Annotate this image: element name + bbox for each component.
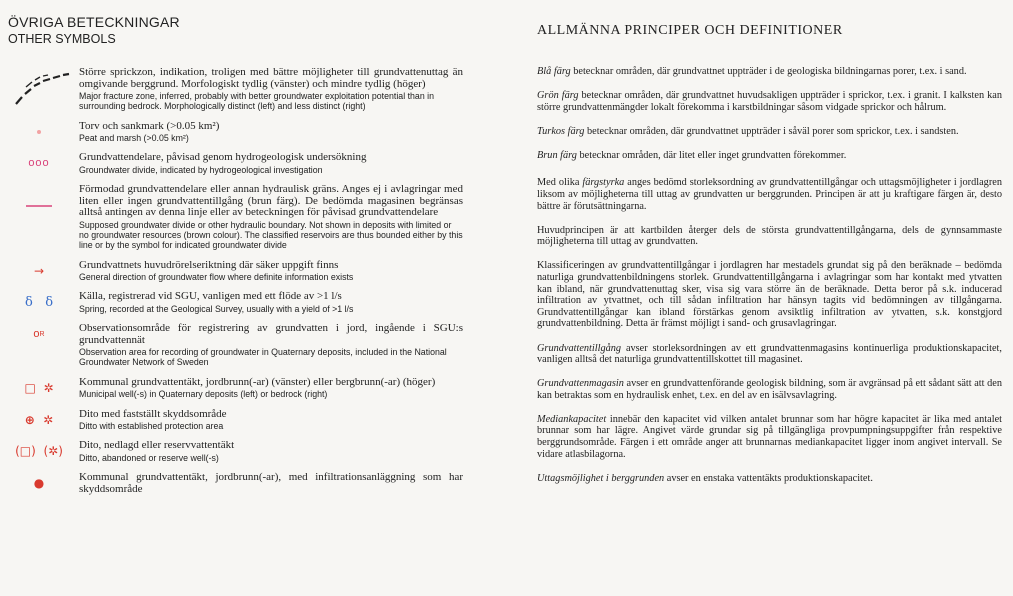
paragraph: Klassificeringen av grundvattentillgångar i jordlagren har mestadels grundat sig på den beräknade – bedömda naturliga grundvattenbildningens storlek. Grundvattentillgångarna i avlagringar som har kontakt med ytvatten kan ibland, när grundvattenuttag sker, visa sig vara större än de beräknade. Detta beror på s.k. inducerad infiltration av ytvattnet, och till sådan infiltration har hänsyn tagits vid bedömningen av tillgångarna. Grundvattentillgångar kan ibland förstärkas genom avsiktlig infiltration av ytvatten, s.k. konstgjord grundvattenbildning. Detta är främst möjligt i sand- och grusavlagringar. — [537, 260, 1002, 330]
entry-swedish: Grundvattnets huvudrörelseriktning där säker uppgift finns — [79, 258, 339, 271]
paragraph: Grundvattenmagasin avser en grundvattenförande geologisk bildning, som är avgränsad på ett sådant sätt att den kan betraktas som en hydraulisk enhet, t.ex. en del av en isälvsavlagring. — [537, 378, 1002, 401]
title-english: OTHER SYMBOLS — [8, 32, 116, 46]
legend-entry — [8, 291, 463, 314]
protected-well-icon: ⊕ ✲ — [24, 412, 54, 427]
legend-entry — [8, 323, 463, 368]
line-divide-icon — [8, 184, 70, 228]
entry-english: Major fracture zone, inferred, probably with better groundwater exploitation potential than in surrounding bedrock. Morphologically distinct (left) and less distinct (right) — [79, 91, 435, 112]
paragraph: Grundvattentillgång avser storleksordningen av ett grundvattenmagasins kontinuerliga produktionskapacitet, vanligen alltså det naturliga grundvattentillskottet till magasinet. — [537, 342, 1002, 366]
entry-english: Peat and marsh (>0.05 km²) — [79, 133, 189, 144]
paragraph: Uttagsmöjlighet i berggrunden avser en enstaka vattentäkts produktionskapacitet. — [537, 472, 873, 484]
entry-swedish: Observationsområde för registrering av grundvatten i jord, ingående i SGU:s grundvattennät — [79, 322, 463, 346]
spring-icon: δ δ — [24, 294, 54, 310]
entry-swedish: Grundvattendelare, påvisad genom hydrogeologisk undersökning — [79, 151, 367, 164]
paragraph: Brun färg betecknar områden, där litet eller inget grundvatten förekommer. — [537, 149, 847, 161]
entry-english: General direction of groundwater flow where definite information exists — [79, 272, 354, 283]
entry-english: Municipal well(-s) in Quaternary deposits (left) or bedrock (right) — [79, 389, 328, 400]
entry-english: Ditto with established protection area — [79, 421, 224, 432]
entry-english: Ditto, abandoned or reserve well(-s) — [79, 452, 219, 463]
paragraph: Huvudprincipen är att kartbilden återger dels de största grundvattentillgångarna, dels de gynnsammaste möjligheterna till uttag av grundvatten. — [537, 224, 1002, 248]
infiltration-well-icon: ● — [33, 476, 45, 491]
entry-swedish: Kommunal grundvattentäkt, jordbrunn(-ar), med infiltrationsanläggning som har skyddsområde — [79, 471, 463, 495]
entry-swedish: Dito med fastställt skyddsområde — [79, 407, 227, 420]
other-symbols-section — [8, 14, 463, 504]
paragraph: Turkos färg betecknar områden, där grundvattnet uppträder i såväl porer som sprickor, t.ex. i sandsten. — [537, 125, 959, 137]
paragraph: Med olika färgstyrka anges bedömd storleksordning av grundvattentillgångar och uttagsmöjligheter i jordlagren liksom av möjligheterna till uttag av grundvatten ur berggrunden. Principen är att ju kraftigare färgen är, desto bättre är förutsättningarna. — [537, 177, 1002, 212]
arrow-right-icon: → — [33, 263, 45, 278]
entry-swedish: Källa, registrerad vid SGU, vanligen med ett flöde av >1 l/s — [79, 290, 342, 303]
legend-entry — [8, 260, 463, 283]
paragraph: Grön färg betecknar områden, där grundvattnet huvudsakligen uppträder i sprickor, t.ex. i granit. I kalksten kan större grundvattenmängder lokalt förekomma i karstbildningar såsom vidgade sprickor och hålrum. — [537, 90, 1002, 113]
legend-entry — [8, 121, 463, 144]
legend-entry — [8, 152, 463, 175]
entry-english: Spring, recorded at the Geological Survey, usually with a yield of >1 l/s — [79, 303, 354, 314]
entry-english: Supposed groundwater divide or other hydraulic boundary. Not shown in deposits with limited or no groundwater resources (brown colour). The classified reservoirs are thus bounded either by this line or by the symbol for indicated groundwater divide — [79, 219, 463, 251]
dashed-fracture-line-icon — [8, 67, 70, 107]
legend-entry — [8, 472, 463, 495]
legend-entry — [8, 409, 463, 432]
abandoned-well-icon: (□) (✲) — [15, 444, 63, 459]
general-principles-section — [537, 22, 1002, 497]
entry-english: Observation area for recording of groundwater in Quaternary deposits, included in the National Groundwater Network of Sweden — [79, 347, 447, 368]
municipal-well-icon: □ ✲ — [24, 380, 54, 395]
legend-entry — [8, 67, 463, 112]
paragraph: Blå färg betecknar områden, där grundvattnet uppträder i de geologiska bildningarnas porer, t.ex. i sand. — [537, 66, 967, 77]
entry-swedish: Förmodad grundvattendelare eller annan hydraulisk gräns. Anges ej i avlagringar med liten eller ingen grundvattentillgång (brun färg). De bedömda magasinen begränsas alltså antingen av denna linje eller av beteckningen för påvisad grundvattendelare — [79, 183, 463, 219]
paragraph: Mediankapacitet innebär den kapacitet vid vilken antalet brunnar som har högre kapacitet är lika med antalet brunnar som har lägre. Angivet värde grundar sig på tillgängliga provpumpningsuppgifter från respektive berggrundsområde. Färgen i ett område anger att brunnarnas mediankapacitet ligger inom angivet intervall. Se vidare atlasbilagorna. — [537, 413, 1002, 460]
entry-swedish: Kommunal grundvattentäkt, jordbrunn(-ar) (vänster) eller bergbrunn(-ar) (höger) — [79, 375, 436, 388]
entry-swedish: Torv och sankmark (>0.05 km²) — [79, 119, 220, 132]
legend-entry — [8, 184, 463, 250]
section-title: ALLMÄNNA PRINCIPER OCH DEFINITIONER — [537, 23, 843, 38]
entry-swedish: Större sprickzon, indikation, troligen med bättre möjligheter till grundvattenuttag än omgivande berggrund. Morfologiskt tydlig (vänster) och mindre tydlig (höger) — [79, 66, 463, 90]
observation-area-icon: o R — [33, 328, 45, 341]
peat-dot-icon — [8, 121, 70, 143]
circles-divide-icon: ooo — [28, 157, 50, 170]
title-swedish: ÖVRIGA BETECKNINGAR — [8, 14, 180, 30]
entry-swedish: Dito, nedlagd eller reservvattentäkt — [79, 439, 235, 452]
entry-english: Groundwater divide, indicated by hydrogeological investigation — [79, 164, 323, 175]
legend-entry — [8, 440, 463, 463]
legend-entry — [8, 377, 463, 400]
